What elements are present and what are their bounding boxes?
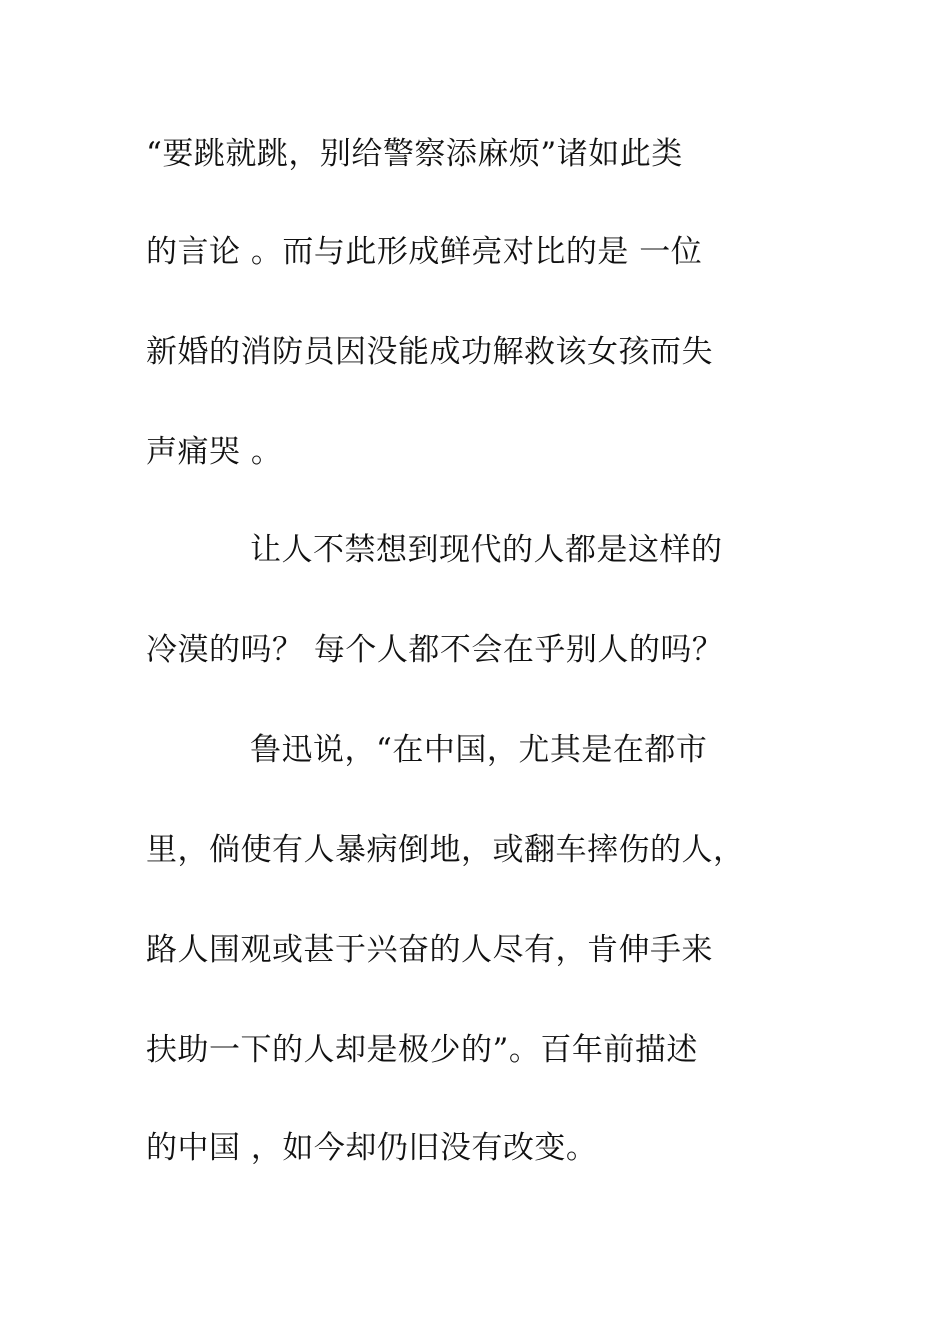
- text-line: 声痛哭 。: [146, 434, 283, 470]
- paragraph-first-line: 让人不禁想到现代的人都是这样的: [250, 532, 723, 568]
- text-line: 新婚的消防员因没能成功解救该女孩而失: [146, 334, 713, 370]
- text-line: 的言论 。而与此形成鲜亮对比的是 一位: [146, 234, 703, 270]
- text-line: “要跳就跳，别给警察添麻烦”诸如此类: [146, 136, 683, 172]
- text-line: 路人围观或甚于兴奋的人尽有，肯伸手来: [146, 932, 713, 968]
- text-line: 的中国 ，如今却仍旧没有改变。: [146, 1130, 598, 1166]
- paragraph-first-line: 鲁迅说，“在中国，尤其是在都市: [250, 732, 708, 768]
- text-line: 扶助一下的人却是极少的”。百年前描述: [146, 1032, 698, 1068]
- text-line: 里，倘使有人暴病倒地，或翻车摔伤的人，: [146, 832, 745, 868]
- text-line: 冷漠的吗？ 每个人都不会在乎别人的吗？: [146, 632, 724, 668]
